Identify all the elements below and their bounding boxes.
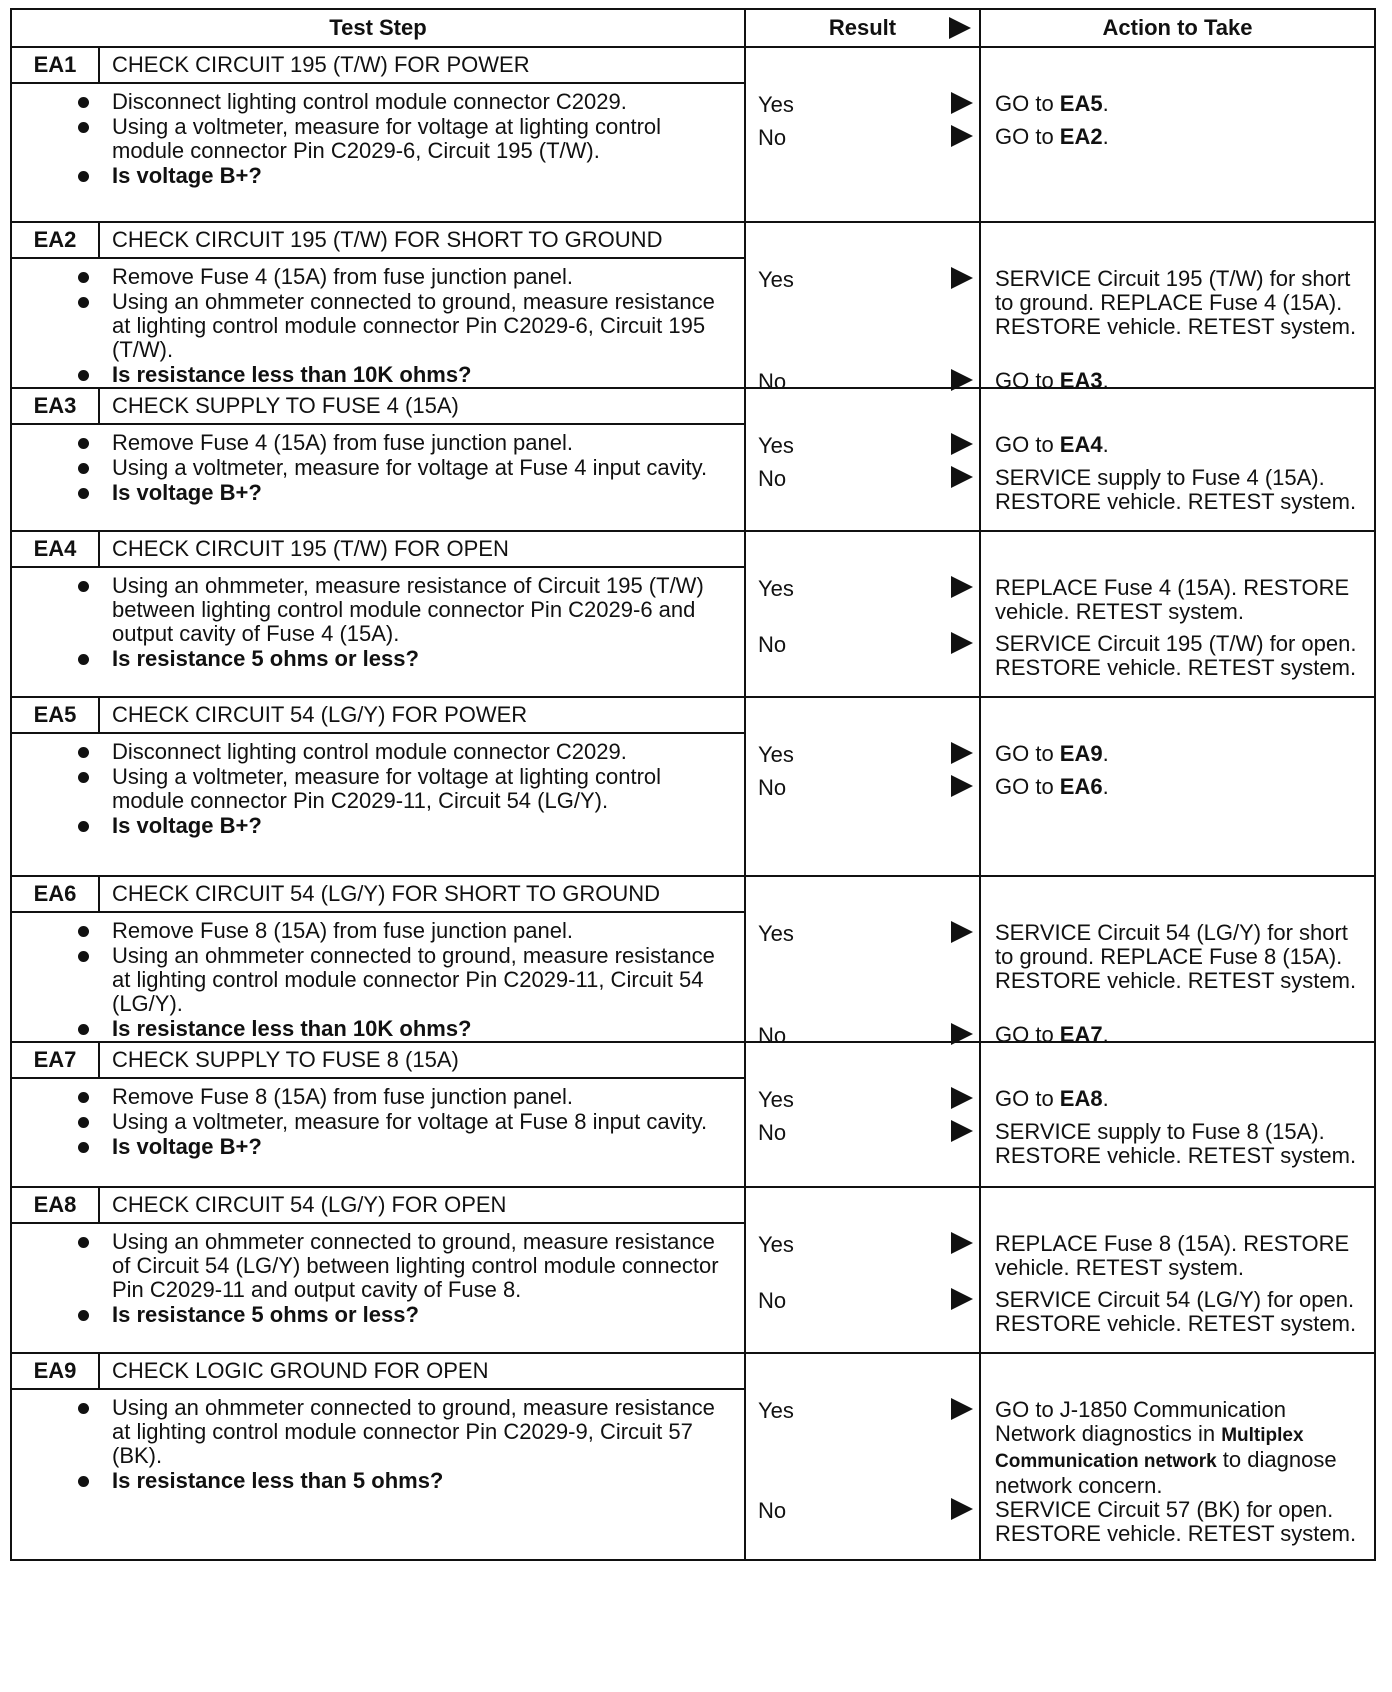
action-text-main: GO to — [995, 1022, 1060, 1047]
action-step-ref: EA9 — [1059, 741, 1103, 766]
action-text — [995, 267, 1364, 339]
action-step-ref: EA4 — [1059, 432, 1103, 457]
test-step-cell — [12, 532, 746, 696]
step-instruction: Using a voltmeter, measure for voltage at Fuse 8 input cavity. — [112, 1110, 734, 1134]
action-text-main: GO to — [995, 91, 1060, 116]
result-yes — [746, 921, 979, 945]
action-text — [995, 1120, 1364, 1168]
diagnostic-table — [10, 8, 1376, 1561]
action-text — [995, 92, 1364, 116]
action-text — [995, 1498, 1364, 1546]
table-row — [12, 389, 1374, 532]
result-label: Yes — [758, 1087, 794, 1112]
action-text-tail: . — [1102, 1022, 1109, 1047]
step-instruction: Using a voltmeter, measure for voltage at lighting control module connector Pin C2029-6, Circuit 195 (T/W). — [112, 115, 734, 163]
step-instruction: Remove Fuse 8 (15A) from fuse junction panel. — [112, 919, 734, 943]
step-header — [12, 1354, 744, 1390]
step-instruction: Using an ohmmeter connected to ground, measure resistance at lighting control module connector Pin C2029-6, Circuit 195 (T/W). — [112, 290, 734, 362]
step-instruction: Remove Fuse 4 (15A) from fuse junction panel. — [112, 431, 734, 455]
step-question: Is voltage B+? — [112, 814, 734, 838]
action-cell — [981, 1354, 1374, 1559]
action-text-main: SERVICE supply to Fuse 8 (15A). RESTORE vehicle. RETEST system. — [995, 1119, 1357, 1168]
test-step-cell — [12, 1043, 746, 1186]
step-question: Is voltage B+? — [112, 164, 734, 188]
result-cell — [746, 698, 981, 875]
result-yes — [746, 267, 979, 291]
step-title: CHECK SUPPLY TO FUSE 4 (15A) — [112, 393, 459, 418]
header-test-step: Test Step — [12, 10, 746, 46]
action-cell — [981, 698, 1374, 875]
step-question: Is resistance 5 ohms or less? — [112, 1303, 734, 1327]
result-label: No — [758, 1498, 787, 1523]
step-id: EA3 — [12, 389, 100, 423]
action-cell — [981, 48, 1374, 221]
step-header — [12, 223, 744, 259]
step-question: Is resistance less than 10K ohms? — [112, 363, 734, 387]
table-row — [12, 1043, 1374, 1188]
step-instruction: Disconnect lighting control module connector C2029. — [112, 740, 734, 764]
arrow-icon — [951, 466, 973, 488]
action-text — [995, 1288, 1364, 1336]
table-row — [12, 1354, 1374, 1559]
step-id: EA9 — [12, 1354, 100, 1388]
test-step-cell — [12, 698, 746, 875]
action-text — [995, 775, 1364, 799]
result-label: No — [758, 125, 787, 150]
action-text — [995, 921, 1364, 993]
action-step-ref: EA2 — [1059, 124, 1103, 149]
action-text-main: SERVICE Circuit 54 (LG/Y) for open. RESTORE vehicle. RETEST system. — [995, 1287, 1357, 1336]
action-text — [995, 632, 1364, 680]
arrow-icon — [951, 742, 973, 764]
table-header — [12, 10, 1374, 48]
step-id: EA1 — [12, 48, 100, 82]
arrow-icon — [951, 775, 973, 797]
step-title: CHECK CIRCUIT 195 (T/W) FOR OPEN — [112, 536, 509, 561]
step-header — [12, 1043, 744, 1079]
step-instruction: Remove Fuse 8 (15A) from fuse junction panel. — [112, 1085, 734, 1109]
result-yes — [746, 1398, 979, 1422]
result-cell — [746, 223, 981, 394]
test-step-cell — [12, 1188, 746, 1352]
step-instruction: Disconnect lighting control module connector C2029. — [112, 90, 734, 114]
action-text-main: GO to — [995, 368, 1060, 393]
action-text-reference: Multiplex Communication network — [995, 1425, 1304, 1472]
result-no — [746, 1120, 979, 1144]
action-step-ref: EA5 — [1059, 91, 1103, 116]
result-cell — [746, 532, 981, 696]
test-step-cell — [12, 48, 746, 221]
test-step-cell — [12, 389, 746, 530]
step-title: CHECK CIRCUIT 54 (LG/Y) FOR POWER — [112, 702, 528, 727]
table-row — [12, 48, 1374, 223]
step-instructions — [12, 425, 744, 514]
step-instructions — [12, 913, 744, 1050]
step-instruction: Using a voltmeter, measure for voltage at lighting control module connector Pin C2029-11, Circuit 54 (LG/Y). — [112, 765, 734, 813]
arrow-icon — [951, 267, 973, 289]
step-instructions — [12, 734, 744, 847]
arrow-icon — [951, 1288, 973, 1310]
result-cell — [746, 389, 981, 530]
action-cell — [981, 532, 1374, 696]
arrow-icon — [949, 17, 971, 39]
action-text-tail: . — [1102, 124, 1109, 149]
step-instructions — [12, 84, 744, 197]
action-text-main: SERVICE Circuit 195 (T/W) for short to ground. REPLACE Fuse 4 (15A). RESTORE vehicle. RETEST system. — [995, 266, 1357, 339]
action-text-main: SERVICE Circuit 195 (T/W) for open. RESTORE vehicle. RETEST system. — [995, 631, 1357, 680]
step-header — [12, 48, 744, 84]
result-label: Yes — [758, 1232, 794, 1257]
action-step-ref: EA8 — [1059, 1086, 1103, 1111]
result-label: No — [758, 1288, 787, 1313]
table-body — [12, 48, 1374, 1559]
test-step-cell — [12, 877, 746, 1041]
action-text-tail: to diagnose network concern. — [995, 1447, 1337, 1498]
step-header — [12, 877, 744, 913]
step-instructions — [12, 259, 744, 396]
step-header — [12, 389, 744, 425]
action-cell — [981, 877, 1374, 1047]
result-yes — [746, 742, 979, 766]
action-text-main: SERVICE Circuit 54 (LG/Y) for short to ground. REPLACE Fuse 8 (15A). RESTORE vehicle. RETEST system. — [995, 920, 1357, 993]
result-no — [746, 466, 979, 490]
step-title: CHECK LOGIC GROUND FOR OPEN — [112, 1358, 489, 1383]
arrow-icon — [951, 1120, 973, 1142]
result-label: No — [758, 466, 787, 491]
test-step-cell — [12, 1354, 746, 1559]
step-instruction: Remove Fuse 4 (15A) from fuse junction panel. — [112, 265, 734, 289]
action-text-main: SERVICE Circuit 57 (BK) for open. RESTORE vehicle. RETEST system. — [995, 1497, 1357, 1546]
result-yes — [746, 1087, 979, 1111]
result-no — [746, 1288, 979, 1312]
result-label: Yes — [758, 267, 794, 292]
step-instructions — [12, 1390, 744, 1502]
step-instructions — [12, 1079, 744, 1168]
action-text-main: GO to — [995, 124, 1060, 149]
result-label: Yes — [758, 92, 794, 117]
step-header — [12, 1188, 744, 1224]
arrow-icon — [951, 921, 973, 943]
result-label: No — [758, 632, 787, 657]
action-text-main: REPLACE Fuse 8 (15A). RESTORE vehicle. RETEST system. — [995, 1231, 1350, 1280]
test-step-cell — [12, 223, 746, 387]
result-label: Yes — [758, 576, 794, 601]
action-text-tail: . — [1102, 774, 1109, 799]
step-question: Is resistance less than 10K ohms? — [112, 1017, 734, 1041]
action-text-main: GO to — [995, 1086, 1060, 1111]
action-step-ref: EA3 — [1059, 368, 1103, 393]
arrow-icon — [951, 433, 973, 455]
arrow-icon — [951, 1232, 973, 1254]
step-instruction: Using a voltmeter, measure for voltage at Fuse 4 input cavity. — [112, 456, 734, 480]
table-row — [12, 1188, 1374, 1354]
step-instruction: Using an ohmmeter connected to ground, measure resistance at lighting control module connector Pin C2029-11, Circuit 54 (LG/Y). — [112, 944, 734, 1016]
header-result — [746, 10, 981, 46]
action-text — [995, 742, 1364, 766]
result-cell — [746, 1354, 981, 1559]
table-row — [12, 223, 1374, 394]
header-action: Action to Take — [1102, 15, 1253, 40]
action-text-main: GO to — [995, 741, 1060, 766]
step-header — [12, 698, 744, 734]
arrow-icon — [951, 1023, 973, 1045]
result-label: Yes — [758, 433, 794, 458]
step-instructions — [12, 568, 744, 680]
result-no — [746, 632, 979, 656]
table-row — [12, 877, 1374, 1048]
step-instruction: Using an ohmmeter connected to ground, measure resistance of Circuit 54 (LG/Y) between lighting control module connector Pin C2029-11 and output cavity of Fuse 8. — [112, 1230, 734, 1302]
table-row — [12, 532, 1374, 698]
action-text — [995, 125, 1364, 149]
step-title: CHECK CIRCUIT 54 (LG/Y) FOR OPEN — [112, 1192, 507, 1217]
result-cell — [746, 1188, 981, 1352]
action-text-tail: . — [1102, 1086, 1109, 1111]
arrow-icon — [951, 1398, 973, 1420]
action-cell — [981, 223, 1374, 393]
result-no — [746, 125, 979, 149]
action-text-tail: . — [1102, 432, 1109, 457]
result-label: No — [758, 369, 787, 394]
action-text — [995, 433, 1364, 457]
result-label: Yes — [758, 742, 794, 767]
action-text-tail: . — [1102, 368, 1109, 393]
result-yes — [746, 433, 979, 457]
result-label: No — [758, 1023, 787, 1048]
result-yes — [746, 1232, 979, 1256]
result-cell — [746, 1043, 981, 1186]
result-cell — [746, 48, 981, 221]
step-instruction: Using an ohmmeter connected to ground, measure resistance at lighting control module connector Pin C2029-9, Circuit 57 (BK). — [112, 1396, 734, 1468]
step-instructions — [12, 1224, 744, 1336]
action-cell — [981, 1188, 1374, 1352]
arrow-icon — [951, 369, 973, 391]
step-title: CHECK CIRCUIT 195 (T/W) FOR SHORT TO GROUND — [112, 227, 663, 252]
step-id: EA4 — [12, 532, 100, 566]
action-text-tail: . — [1102, 91, 1109, 116]
action-step-ref: EA6 — [1059, 774, 1103, 799]
arrow-icon — [951, 632, 973, 654]
action-text-main: SERVICE supply to Fuse 4 (15A). RESTORE vehicle. RETEST system. — [995, 465, 1357, 514]
action-cell — [981, 389, 1374, 530]
step-title: CHECK SUPPLY TO FUSE 8 (15A) — [112, 1047, 459, 1072]
result-label: Yes — [758, 1398, 794, 1423]
step-instruction: Using an ohmmeter, measure resistance of Circuit 195 (T/W) between lighting control module connector Pin C2029-6 and output cavity of Fuse 4 (15A). — [112, 574, 734, 646]
result-yes — [746, 92, 979, 116]
arrow-icon — [951, 1087, 973, 1109]
step-id: EA8 — [12, 1188, 100, 1222]
table-row — [12, 698, 1374, 877]
arrow-icon — [951, 125, 973, 147]
action-text-main: GO to — [995, 432, 1060, 457]
step-question: Is voltage B+? — [112, 1135, 734, 1159]
step-id: EA7 — [12, 1043, 100, 1077]
result-label: No — [758, 1120, 787, 1145]
action-text — [995, 1398, 1364, 1498]
arrow-icon — [951, 92, 973, 114]
step-id: EA6 — [12, 877, 100, 911]
header-result-label: Result — [828, 15, 897, 40]
action-text — [995, 1232, 1364, 1280]
step-title: CHECK CIRCUIT 195 (T/W) FOR POWER — [112, 52, 530, 77]
result-no — [746, 775, 979, 799]
action-text-main: REPLACE Fuse 4 (15A). RESTORE vehicle. RETEST system. — [995, 575, 1350, 624]
result-label: Yes — [758, 921, 794, 946]
action-text-main: GO to — [995, 774, 1060, 799]
step-title: CHECK CIRCUIT 54 (LG/Y) FOR SHORT TO GROUND — [112, 881, 661, 906]
action-text — [995, 576, 1364, 624]
result-no — [746, 1498, 979, 1522]
action-text-main: GO to J-1850 Communication Network diagnostics in — [995, 1397, 1287, 1446]
step-question: Is resistance less than 5 ohms? — [112, 1469, 734, 1493]
arrow-icon — [951, 576, 973, 598]
action-cell — [981, 1043, 1374, 1186]
step-question: Is resistance 5 ohms or less? — [112, 647, 734, 671]
result-label: No — [758, 775, 787, 800]
action-text — [995, 1087, 1364, 1111]
step-header — [12, 532, 744, 568]
result-cell — [746, 877, 981, 1048]
action-text — [995, 466, 1364, 514]
step-question: Is voltage B+? — [112, 481, 734, 505]
arrow-icon — [951, 1498, 973, 1520]
step-id: EA2 — [12, 223, 100, 257]
step-id: EA5 — [12, 698, 100, 732]
result-yes — [746, 576, 979, 600]
action-step-ref: EA7 — [1059, 1022, 1103, 1047]
action-text-tail: . — [1102, 741, 1109, 766]
